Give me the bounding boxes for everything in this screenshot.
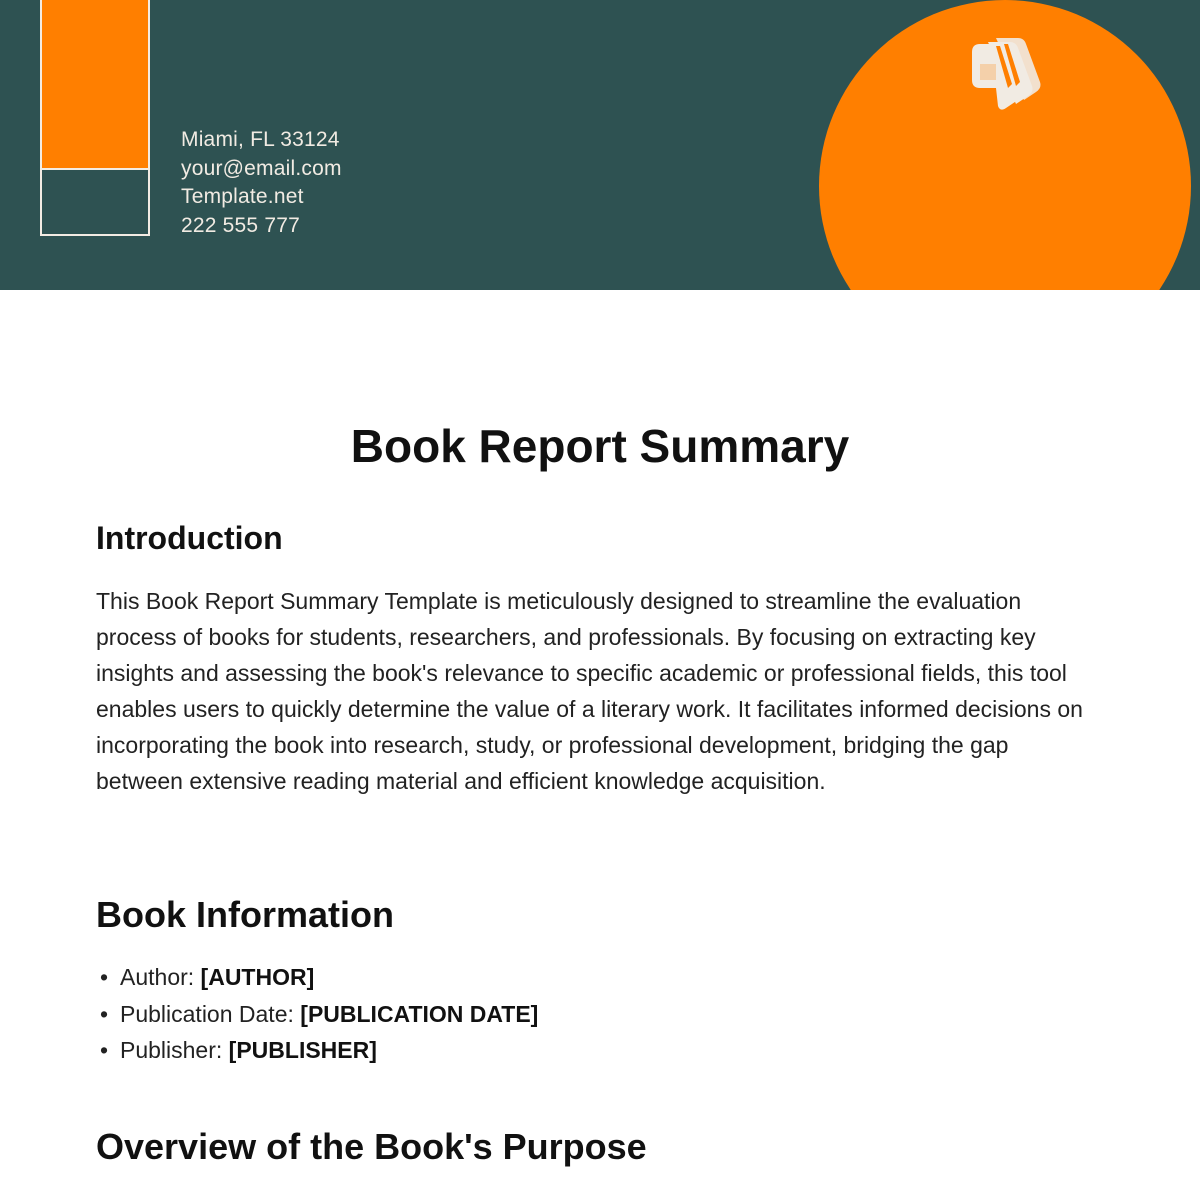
author-label: Author: [120, 964, 201, 990]
logo-block-fill [42, 0, 148, 170]
publisher-value: [PUBLISHER] [228, 1037, 377, 1063]
contact-phone: 222 555 777 [181, 213, 300, 237]
list-item [96, 959, 538, 996]
introduction-heading: Introduction [96, 520, 283, 556]
bullet-icon: • [100, 1000, 109, 1027]
book-stack-icon [966, 30, 1046, 120]
author-value: [AUTHOR] [200, 964, 315, 990]
publication-date-value: [PUBLICATION DATE] [300, 1000, 539, 1027]
contact-address: Miami, FL 33124 [181, 128, 340, 151]
introduction-paragraph: This Book Report Summary Template is meticulously designed to streamline the evaluation process of books for students, researchers, and professionals. By focusing on extracting key insights and assessing the book's relevance to specific academic or professional fields, this tool enables users to quickly determine the value of a literary work. It facilitates informed decisions on incorporating the book into research, study, or professional development, bridging the gap between extensive reading material and efficient knowledge acquisition. [96, 588, 1083, 794]
list-item [96, 996, 538, 1033]
page-title: Book Report Summary [350, 420, 850, 472]
contact-email[interactable]: your@email.com [181, 156, 342, 180]
bullet-icon: • [100, 1037, 109, 1063]
contact-website[interactable]: Template.net [181, 185, 304, 208]
bullet-icon: • [100, 964, 109, 990]
letterhead-logo-block [40, 0, 150, 236]
contact-info [181, 126, 342, 240]
letterhead-banner [0, 0, 1200, 290]
list-item [96, 1032, 538, 1069]
publication-date-label: Publication Date: [120, 1000, 301, 1027]
overview-heading: Overview of the Book's Purpose [96, 1126, 647, 1167]
book-information-heading: Book Information [96, 894, 394, 935]
publisher-label: Publisher: [120, 1037, 229, 1063]
book-information-list [96, 959, 538, 1069]
